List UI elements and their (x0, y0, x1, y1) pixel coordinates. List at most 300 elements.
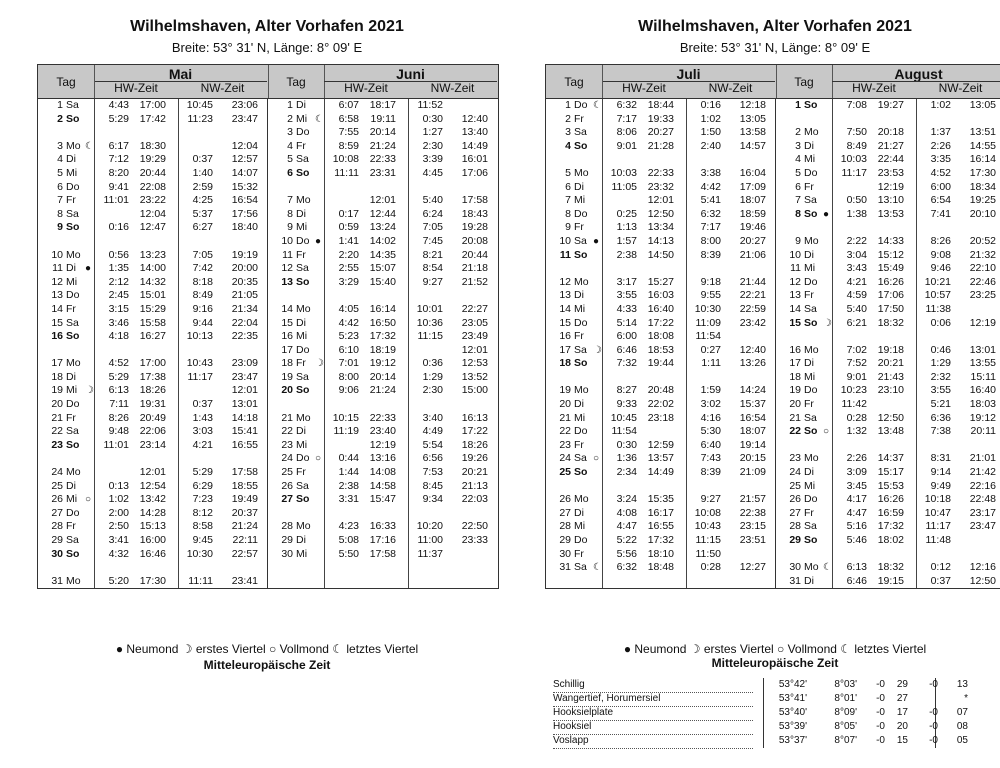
station-row (553, 678, 983, 692)
table-row (38, 208, 267, 222)
weekday: Sa (296, 370, 309, 383)
spacer-row (546, 153, 775, 167)
day-number: 4 (287, 139, 293, 152)
table-row (38, 493, 267, 507)
weekday: So (66, 112, 80, 125)
day-number: 22 (559, 425, 571, 438)
nw-time-1: 11:11 (188, 574, 213, 587)
day-number: 9 (287, 221, 293, 234)
hw-time-2: 15:49 (877, 262, 904, 275)
hw-time-2: 19:15 (877, 574, 904, 587)
day-number: 15 (559, 316, 571, 329)
nw-time-2: 20:08 (461, 234, 488, 247)
day-number: 16 (559, 330, 571, 343)
station-nw-m: 13 (956, 679, 968, 690)
hw-time-1: 9:48 (108, 425, 129, 438)
tag-label: Tag (286, 74, 306, 89)
hw-time-2: 23:14 (139, 438, 166, 451)
hw-time-2: 17:58 (369, 547, 396, 560)
weekday: So (804, 316, 818, 329)
hw-time-2: 18:10 (647, 547, 674, 560)
day-number: 28 (559, 520, 571, 533)
hw-time-2: 13:34 (647, 221, 674, 234)
day-number: 12 (51, 275, 63, 288)
day-number: 27 (51, 506, 63, 519)
day-number: 3 (57, 139, 63, 152)
day-number: 25 (281, 466, 293, 479)
table-row (268, 439, 497, 453)
hw-time-2: 21:24 (369, 139, 396, 152)
nw-time-2: 19:26 (461, 452, 488, 465)
nw-time-2: 20:35 (231, 275, 258, 288)
hw-time-2: 22:44 (877, 153, 904, 166)
station-nw-h: -0 (929, 679, 938, 690)
table-row (268, 317, 497, 331)
weekday: Sa (574, 561, 587, 574)
day-number: 27 (789, 506, 801, 519)
weekday: Mi (804, 370, 816, 383)
moon-phase-icon: ● (823, 208, 830, 220)
nw-time-1: 6:00 (930, 180, 951, 193)
table-row (776, 534, 1000, 548)
day-number: 23 (281, 438, 293, 451)
hw-time-2: 13:48 (877, 425, 904, 438)
hw-time-1: 3:29 (338, 275, 359, 288)
hw-time-1: 1:32 (846, 425, 867, 438)
nw-time-1: 1:11 (701, 357, 721, 370)
hw-time-2: 12:50 (877, 411, 904, 424)
hw-time-1: 6:07 (338, 99, 359, 111)
hw-time-1: 3:45 (846, 479, 867, 492)
table-row (776, 153, 1000, 167)
hw-time-1: 2:34 (616, 466, 637, 479)
day-number: 17 (51, 357, 63, 370)
nw-time-2: 13:52 (461, 370, 488, 383)
hw-time-2: 19:11 (370, 112, 396, 125)
table-row (776, 371, 1000, 385)
weekday: Do (296, 343, 310, 356)
table-row (546, 493, 775, 507)
weekday: Mo (574, 166, 589, 179)
day-number: 6 (795, 180, 801, 193)
nw-time-1: 8:18 (192, 275, 213, 288)
nw-time-1: 3:38 (700, 166, 721, 179)
table-row (268, 330, 497, 344)
nw-time-1: 9:14 (930, 466, 951, 479)
hw-time-1: 0:25 (616, 207, 637, 220)
table-row (268, 221, 497, 235)
table-row (38, 548, 267, 562)
day-number: 6 (565, 180, 571, 193)
weekday: Sa (66, 207, 79, 220)
nw-time-1: 4:42 (700, 180, 721, 193)
nw-time-2: 18:07 (739, 425, 766, 438)
nw-time-2: 14:55 (969, 139, 996, 152)
nw-time-2: 18:40 (231, 221, 258, 234)
nw-time-1: 10:57 (924, 289, 951, 302)
hw-time-2: 15:40 (369, 275, 396, 288)
nw-time-2: 17:58 (461, 194, 488, 207)
table-row (776, 140, 1000, 154)
nw-time-2: 21:01 (969, 452, 996, 465)
table-row (546, 276, 775, 290)
day-number: 29 (281, 534, 293, 546)
hw-time-1: 5:29 (108, 370, 129, 383)
hw-time-1: 6:13 (846, 561, 867, 574)
hw-time-2: 16:03 (647, 289, 674, 302)
hw-time-2: 12:19 (877, 180, 904, 193)
day-number: 23 (51, 438, 63, 451)
spacer-row (268, 181, 497, 195)
table-row (776, 276, 1000, 290)
hw-time-2: 21:43 (877, 370, 904, 383)
weekday: Sa (804, 520, 817, 533)
hw-time-2: 18:30 (139, 139, 166, 152)
nw-time-2: 12:50 (969, 574, 996, 587)
hw-time-1: 7:52 (846, 357, 867, 370)
nw-time-2: 13:55 (969, 357, 996, 370)
day-number: 9 (795, 234, 801, 247)
weekday: Fr (296, 139, 306, 152)
day-number: 10 (51, 248, 63, 261)
station-row (553, 734, 983, 748)
nw-time-1: 11:15 (695, 534, 721, 546)
spacer-row (268, 507, 497, 521)
weekday: Di (296, 99, 306, 111)
nw-time-1: 0:27 (700, 343, 721, 356)
hw-time-2: 13:24 (369, 221, 396, 234)
nw-time-1: 8:26 (930, 234, 951, 247)
nw-time-2: 21:42 (969, 466, 996, 479)
table-row (38, 330, 267, 344)
weekday: Mi (66, 275, 78, 288)
table-row (776, 398, 1000, 412)
weekday: Di (804, 574, 814, 587)
nw-time-2: 21:34 (231, 302, 258, 315)
nw-time-1: 8:12 (192, 506, 213, 519)
weekday: So (574, 466, 588, 479)
table-row (38, 99, 267, 113)
hw-time-2: 20:18 (877, 126, 904, 139)
day-number: 16 (281, 330, 293, 343)
station-hw-m: 27 (896, 693, 908, 704)
nw-time-2: 12:40 (461, 112, 488, 125)
nw-time-1: 4:49 (422, 425, 443, 438)
table-row (546, 126, 775, 140)
nw-time-1: 5:37 (192, 207, 213, 220)
station-lon: 8°07' (834, 735, 857, 746)
weekday: Mo (804, 561, 819, 574)
spacer-row (776, 548, 1000, 562)
weekday: Fr (296, 466, 306, 479)
hw-time-1: 1:41 (338, 234, 359, 247)
nw-label: NW-Zeit (200, 81, 245, 95)
hw-time-1: 5:16 (846, 520, 867, 533)
weekday: Sa (296, 262, 309, 275)
timezone-note: Mitteleuropäische Zeit (203, 658, 331, 672)
weekday: Fr (296, 357, 306, 370)
table-row (776, 167, 1000, 181)
station-nw-m: 08 (956, 721, 968, 732)
nw-time-1: 11:15 (417, 330, 443, 343)
table-row (546, 140, 775, 154)
weekday: So (574, 248, 588, 261)
hw-time-2: 12:01 (139, 466, 166, 479)
nw-time-2: 13:58 (739, 126, 766, 139)
weekday: Do (574, 534, 588, 546)
moon-phase-icon: ● (85, 263, 92, 275)
hw-time-2: 20:14 (369, 126, 396, 139)
table-row (546, 249, 775, 263)
month-title-juli: Juli (676, 66, 701, 82)
station-lon: 8°01' (834, 693, 857, 704)
hw-time-1: 2:12 (108, 275, 129, 288)
spacer-row (38, 235, 267, 249)
hw-time-1: 6:21 (846, 316, 867, 329)
nw-time-2: 22:27 (461, 302, 488, 315)
weekday: Sa (66, 534, 79, 546)
nw-time-1: 3:02 (700, 398, 721, 411)
hw-time-1: 9:06 (338, 384, 359, 397)
table-row (776, 412, 1000, 426)
day-number: 29 (559, 534, 571, 546)
nw-time-1: 2:26 (930, 139, 951, 152)
day-number: 21 (559, 411, 571, 424)
nw-time-1: 6:27 (192, 221, 213, 234)
nw-time-2: 21:32 (969, 248, 996, 261)
nw-time-2: 20:21 (461, 466, 488, 479)
nw-time-1: 8:39 (700, 248, 721, 261)
nw-time-2: 20:15 (739, 452, 766, 465)
nw-time-2: 22:38 (739, 506, 766, 519)
hw-time-1: 7:32 (616, 357, 637, 370)
hw-time-2: 13:23 (139, 248, 166, 261)
nw-time-2: 20:00 (231, 262, 258, 275)
day-number: 3 (287, 126, 293, 139)
tag-header (38, 65, 95, 98)
station-hw-h: -0 (876, 679, 885, 690)
hw-time-2: 19:12 (369, 357, 396, 370)
hw-time-2: 16:59 (877, 506, 904, 519)
table-row (776, 507, 1000, 521)
table-row (38, 221, 267, 235)
hw-time-2: 14:49 (647, 466, 674, 479)
nw-time-1: 6:36 (930, 411, 951, 424)
weekday: Sa (804, 302, 817, 315)
weekday: Di (804, 357, 814, 370)
hw-time-2: 18:48 (647, 561, 674, 574)
hw-time-2: 21:28 (647, 139, 674, 152)
hw-time-1: 5:08 (338, 534, 359, 546)
table-row (268, 303, 497, 317)
nw-time-2: 21:05 (231, 289, 258, 302)
table-row (268, 140, 497, 154)
table-row (546, 113, 775, 127)
weekday: So (66, 221, 80, 234)
hw-time-2: 16:26 (877, 493, 904, 506)
table-row (546, 289, 775, 303)
weekday: Di (574, 506, 584, 519)
nw-time-2: 18:43 (461, 207, 488, 220)
weekday: So (574, 357, 588, 370)
weekday: So (66, 438, 80, 451)
day-number: 1 (795, 99, 801, 111)
hw-time-1: 1:36 (616, 452, 637, 465)
nw-time-1: 11:52 (417, 99, 443, 111)
nw-time-1: 0:37 (192, 153, 213, 166)
day-number: 26 (559, 493, 571, 506)
nw-time-1: 7:43 (700, 452, 721, 465)
moon-phase-icon: ☾ (85, 140, 94, 152)
nw-time-2: 21:09 (739, 466, 766, 479)
nw-time-2: 17:09 (739, 180, 766, 193)
day-number: 22 (281, 425, 293, 438)
hw-time-2: 19:27 (877, 99, 904, 111)
table-row (546, 452, 775, 466)
hw-time-1: 4:33 (616, 302, 637, 315)
hw-time-1: 5:20 (108, 574, 129, 587)
day-number: 22 (51, 425, 63, 438)
hw-time-1: 4:43 (108, 99, 129, 111)
hw-time-2: 15:35 (647, 493, 674, 506)
nw-time-1: 5:41 (700, 194, 721, 207)
nw-time-1: 8:49 (192, 289, 213, 302)
day-number: 23 (789, 452, 801, 465)
table-row (546, 317, 775, 331)
table-row (268, 99, 497, 113)
table-row (268, 412, 497, 426)
hw-time-2: 22:33 (369, 411, 396, 424)
weekday: Do (66, 398, 80, 411)
table-row (776, 317, 1000, 331)
nw-time-1: 3:55 (930, 384, 951, 397)
hw-time-2: 19:44 (647, 357, 674, 370)
day-number: 5 (57, 166, 63, 179)
nw-time-2: 20:11 (970, 425, 996, 438)
nw-time-2: 14:24 (739, 384, 766, 397)
day-number: 30 (559, 547, 571, 560)
moon-phase-icon: ☽ (85, 385, 94, 397)
day-number: 17 (789, 357, 801, 370)
nw-time-2: 19:19 (231, 248, 258, 261)
nw-time-1: 9:44 (192, 316, 213, 329)
hw-time-1: 9:01 (616, 139, 637, 152)
weekday: So (574, 139, 588, 152)
nw-time-2: 22:35 (231, 330, 258, 343)
hw-time-1: 4:42 (338, 316, 359, 329)
nw-time-1: 10:08 (694, 506, 721, 519)
hw-time-1: 4:47 (846, 506, 867, 519)
nw-time-1: 6:56 (422, 452, 443, 465)
nw-time-1: 9:49 (930, 479, 951, 492)
weekday: Sa (66, 316, 79, 329)
weekday: Sa (296, 479, 309, 492)
hw-time-1: 1:02 (108, 493, 129, 506)
hw-time-1: 0:56 (108, 248, 129, 261)
hw-time-2: 15:13 (139, 520, 166, 533)
hw-time-1: 5:40 (846, 302, 867, 315)
nw-time-2: 18:07 (739, 194, 766, 207)
weekday: So (804, 534, 818, 546)
table-row (546, 439, 775, 453)
nw-time-1: 9:27 (700, 493, 721, 506)
table-row (38, 276, 267, 290)
nw-time-2: 17:58 (231, 466, 258, 479)
day-number: 14 (51, 302, 63, 315)
nw-time-2: 12:01 (231, 384, 258, 397)
nw-time-1: 9:27 (422, 275, 443, 288)
day-number: 17 (559, 343, 571, 356)
weekday: Di (296, 316, 306, 329)
day-number: 14 (559, 302, 571, 315)
nw-time-1: 4:25 (192, 194, 213, 207)
hw-time-1: 1:13 (616, 221, 637, 234)
nw-time-1: 8:58 (192, 520, 213, 533)
day-number: 17 (281, 343, 293, 356)
station-hw-h: -0 (876, 707, 885, 718)
hw-time-2: 17:42 (139, 112, 166, 125)
day-number: 16 (51, 330, 63, 343)
nw-time-2: 20:27 (739, 234, 766, 247)
table-row (776, 235, 1000, 249)
hw-time-2: 14:13 (647, 234, 674, 247)
table-row (38, 520, 267, 534)
weekday: Mo (296, 520, 311, 533)
hw-time-1: 3:15 (108, 302, 129, 315)
hw-time-1: 4:47 (616, 520, 637, 533)
day-number: 14 (281, 302, 293, 315)
weekday: Mi (574, 520, 586, 533)
day-number: 8 (57, 207, 63, 220)
day-number: 6 (57, 180, 63, 193)
weekday: Fr (66, 411, 76, 424)
page-subtitle: Breite: 53° 31' N, Länge: 8° 09' E (171, 40, 363, 55)
hw-time-2: 18:44 (647, 99, 674, 111)
weekday: Fr (804, 398, 814, 411)
table-row (268, 235, 497, 249)
day-number: 26 (789, 493, 801, 506)
table-row (546, 548, 775, 562)
hw-time-2: 18:19 (369, 343, 396, 356)
spacer-row (546, 262, 775, 276)
day-number: 28 (281, 520, 293, 533)
nw-time-2: 16:01 (461, 153, 488, 166)
hw-time-2: 23:40 (369, 425, 396, 438)
nw-time-1: 9:34 (422, 493, 443, 506)
timezone-note: Mitteleuropäische Zeit (711, 656, 839, 670)
station-lon: 8°09' (834, 707, 857, 718)
day-number: 11 (559, 248, 571, 261)
hw-time-1: 2:26 (846, 452, 867, 465)
nw-time-1: 7:23 (192, 493, 213, 506)
table-row (546, 412, 775, 426)
spacer-row (776, 221, 1000, 235)
nw-time-2: 13:51 (969, 126, 996, 139)
day-number: 18 (281, 357, 293, 370)
weekday: Do (66, 180, 80, 193)
weekday: Mo (66, 574, 81, 587)
weekday: So (296, 166, 310, 179)
nw-time-1: 1:27 (422, 126, 443, 139)
hw-time-1: 8:59 (338, 139, 359, 152)
weekday: Do (296, 452, 310, 465)
hw-time-2: 23:22 (139, 194, 166, 207)
station-nw-m: 05 (956, 735, 968, 746)
table-row (268, 249, 497, 263)
nw-time-1: 0:37 (192, 398, 213, 411)
hw-label: HW-Zeit (852, 81, 896, 95)
nw-time-2: 15:41 (231, 425, 258, 438)
